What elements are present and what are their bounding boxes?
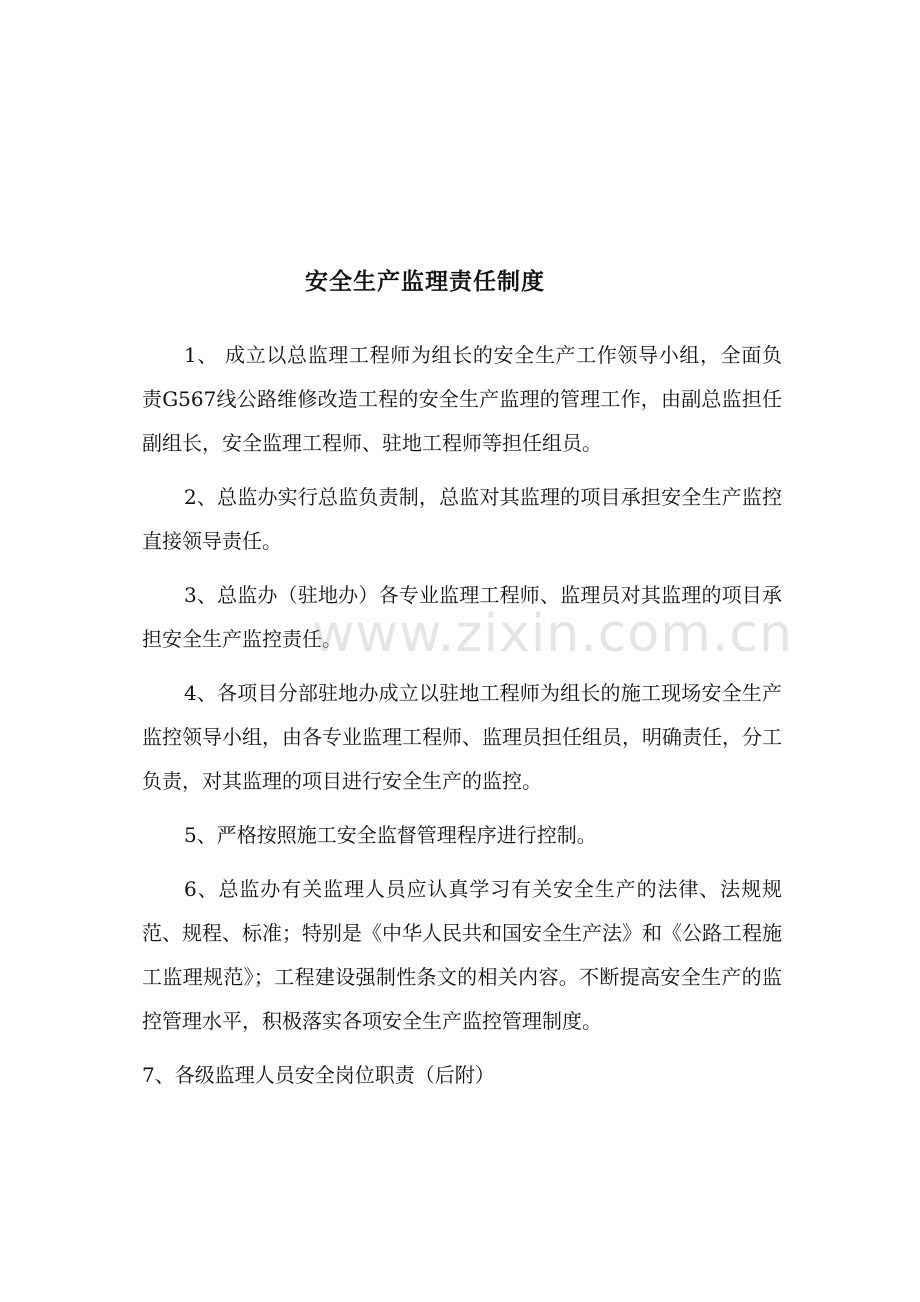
clause-3: 3、总监办（驻地办）各专业监理工程师、监理员对其监理的项目承担安全生产监控责任。 — [142, 583, 782, 651]
document-title: 安全生产监理责任制度 — [305, 268, 545, 295]
clause-7: 7、各级监理人员安全岗位职责（后附） — [142, 1063, 495, 1087]
clause-4: 4、各项目分部驻地办成立以驻地工程师为组长的施工现场安全生产监控领导小组，由各专业监理工程师、监理员担任组员，明确责任，分工负责，对其监理的项目进行安全生产的监控。 — [142, 681, 782, 793]
clause-5: 5、严格按照施工安全监督管理程序进行控制。 — [184, 823, 597, 847]
watermark: www.zixin.com.cn — [312, 604, 793, 664]
clause-1: 1、 成立以总监理工程师为组长的安全生产工作领导小组，全面负责G567线公路维修改造工程的安全生产监理的管理工作，由副总监担任副组长，安全监理工程师、驻地工程师等担任组员。 — [142, 343, 782, 455]
clause-2: 2、总监办实行总监负责制，总监对其监理的项目承担安全生产监控直接领导责任。 — [142, 485, 782, 553]
clause-6: 6、总监办有关监理人员应认真学习有关安全生产的法律、法规规范、规程、标准；特别是《中华人民共和国安全生产法》和《公路工程施工监理规范》；工程建设强制性条文的相关内容。不断提高安全生产的监控管理水平，积极落实各项安全生产监控管理制度。 — [142, 877, 782, 1033]
document-body — [142, 333, 782, 1097]
